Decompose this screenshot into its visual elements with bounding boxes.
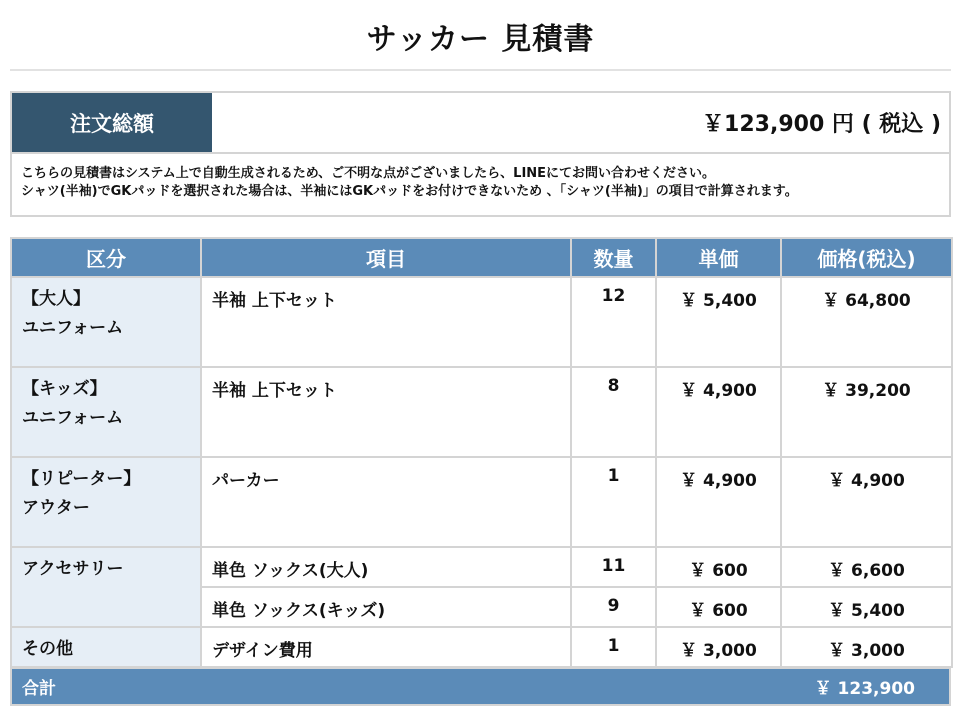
- price-cell: ￥ 64,800: [781, 277, 952, 367]
- category-label: 【大人】: [22, 289, 90, 309]
- quantity-cell: 1: [571, 627, 656, 667]
- quantity-cell: 12: [571, 277, 656, 367]
- item-cell: 単色 ソックス(キッズ): [201, 587, 571, 627]
- category-cell: [11, 627, 201, 667]
- header-quantity: 数量: [571, 238, 656, 277]
- order-total-value: ￥123,900 円 ( 税込 ): [702, 112, 941, 137]
- unit-price-cell: ￥ 600: [656, 587, 781, 627]
- category-label: 【リピーター】: [22, 469, 141, 489]
- category-cell: [11, 457, 201, 547]
- table-row: [11, 547, 952, 587]
- unit-price-cell: ￥ 600: [656, 547, 781, 587]
- total-divider: [12, 152, 949, 154]
- grand-total-bar: [10, 667, 951, 706]
- item-cell: 半袖 上下セット: [201, 277, 571, 367]
- price-cell: ￥ 6,600: [781, 547, 952, 587]
- item-cell: デザイン費用: [201, 627, 571, 667]
- price-cell: ￥ 39,200: [781, 367, 952, 457]
- header-price: 価格(税込): [781, 238, 952, 277]
- notice-text: [21, 165, 798, 201]
- order-total-box: [10, 91, 951, 217]
- header-item: 項目: [201, 238, 571, 277]
- quantity-cell: 8: [571, 367, 656, 457]
- notice-line-2: シャツ(半袖)でGKパッドを選択された場合は、半袖にはGKパッドをお付けできないため 、「シャツ(半袖)」の項目で計算されます。: [21, 184, 798, 199]
- item-cell: 単色 ソックス(大人): [201, 547, 571, 587]
- unit-price-cell: ￥ 5,400: [656, 277, 781, 367]
- title-divider: [10, 69, 951, 71]
- quote-table: [10, 237, 953, 668]
- unit-price-cell: ￥ 4,900: [656, 457, 781, 547]
- table-row: [11, 627, 952, 667]
- table-row: [11, 277, 952, 367]
- item-cell: 半袖 上下セット: [201, 367, 571, 457]
- category-label: アクセサリー: [22, 559, 124, 579]
- category-sublabel: アウター: [22, 498, 90, 518]
- table-header-row: [11, 238, 952, 277]
- category-sublabel: ユニフォーム: [22, 318, 124, 338]
- header-category: 区分: [11, 238, 201, 277]
- quantity-cell: 9: [571, 587, 656, 627]
- order-total-label: 注文総額: [12, 93, 212, 152]
- category-sublabel: ユニフォーム: [22, 408, 124, 428]
- category-label: その他: [22, 639, 73, 659]
- page-title: サッカー 見積書: [366, 22, 595, 57]
- item-cell: パーカー: [201, 457, 571, 547]
- quantity-cell: 1: [571, 457, 656, 547]
- unit-price-cell: ￥ 3,000: [656, 627, 781, 667]
- price-cell: ￥ 5,400: [781, 587, 952, 627]
- quantity-cell: 11: [571, 547, 656, 587]
- unit-price-cell: ￥ 4,900: [656, 367, 781, 457]
- header-unit-price: 単価: [656, 238, 781, 277]
- table-row: [11, 367, 952, 457]
- grand-total-value: ￥ 123,900: [814, 679, 915, 699]
- grand-total-label: 合計: [22, 679, 56, 699]
- price-cell: ￥ 3,000: [781, 627, 952, 667]
- category-cell: [11, 277, 201, 367]
- category-cell: [11, 547, 201, 627]
- category-label: 【キッズ】: [22, 379, 107, 399]
- notice-line-1: こちらの見積書はシステム上で自動生成されるため、ご不明な点がございましたら、LINEにてお問い合わせください。: [21, 166, 716, 181]
- category-cell: [11, 367, 201, 457]
- price-cell: ￥ 4,900: [781, 457, 952, 547]
- table-row: [11, 457, 952, 547]
